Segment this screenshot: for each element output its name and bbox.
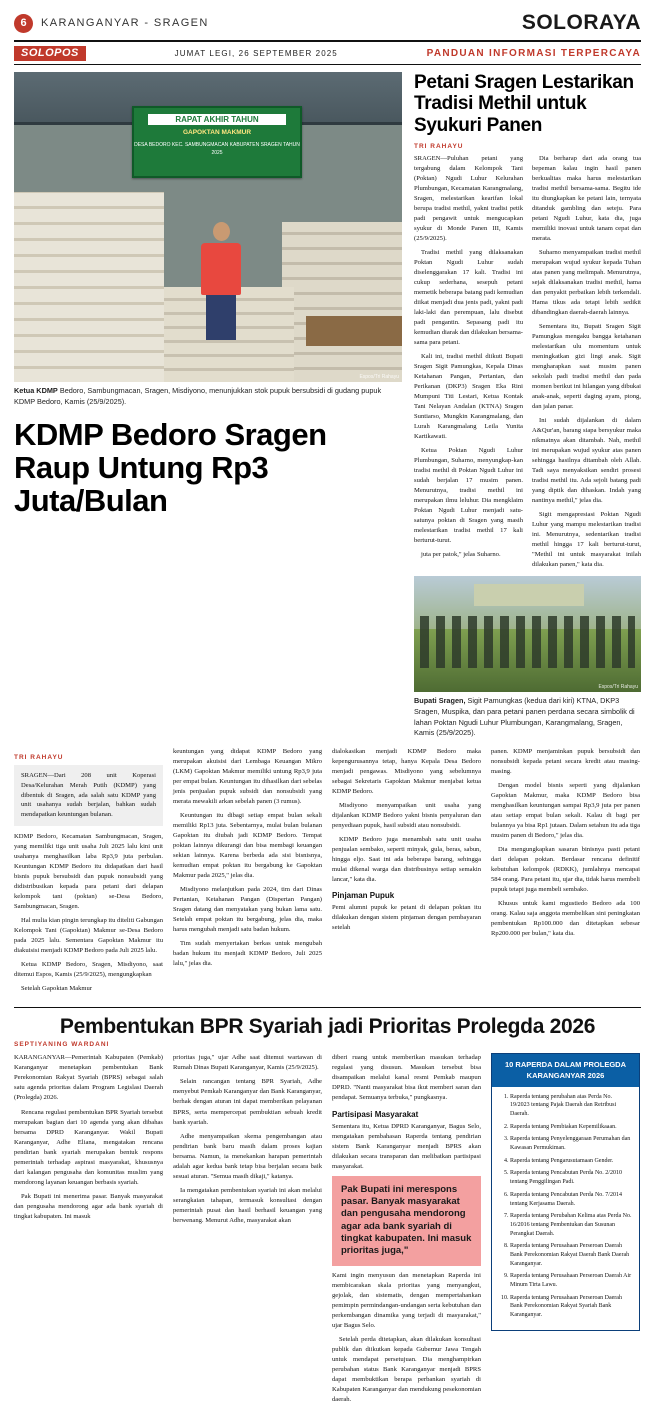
list-item: 2. Raperda tentang Pembiakan Kepemilikaaan. xyxy=(510,1123,633,1132)
main-story-byline: TRI RAHAYU xyxy=(14,753,64,761)
list-item: 3. Raperda tentang Penyelenggaraan Perumahan dan Kawasan Permukiman. xyxy=(510,1135,633,1152)
banner-line-3: DESA BEDORO KEC. SAMBUNGMACAN KABUPATEN SRAGEN TAHUN 2025 xyxy=(134,142,300,156)
paragraph: Pak Bupati ini menerima pasar. Banyak masyarakat dan pengusaha mendorong agar ada bank syariah di tingkat kabupaten. Ini masuk xyxy=(14,1192,163,1220)
paragraph: Kami ingin menyusun dan menetapkan Raperda ini membicarakan skala prioritas yang menyangkut, gejolak, dan sistematis, dengan mempertahankan pemimpin permindangan-undangan serta kebutuhan dan perkembangan dinamika yang terjadi di masyarakat," ujar Bagus Selo. xyxy=(332,1271,481,1329)
subheading: Partisipasi Masyarakat xyxy=(332,1109,419,1119)
secondary-photo xyxy=(414,576,641,692)
info-bar xyxy=(14,42,641,64)
paragraph: juta per patok," jelas Suharno. xyxy=(421,551,501,559)
paragraph: KARANGANYAR—Pemerintah Kabupaten (Pemkab) Karanganyar menetapkan pembentukan Bank Perekonomian Rakyat Syariah (BPRS) sebagai salah satu agenda prioritas dalam Program Legislasi Daerah (Prolegda) 2026. xyxy=(14,1054,163,1102)
top-section xyxy=(14,72,641,739)
paragraph: Khusus untuk kami mgustiedo Bedoro ada 100 orang. Kalau saja anggota membelikan sini peningkatan pembentukan Rp100.000 dan ditetapkan sebesar Rp200.000 per bulan," kata dia. xyxy=(491,899,640,937)
paragraph: Sementara itu, Bupati Sragen Sigit Pamungkas mengaku bangga ketahanan melestarikan ulu momentum untuk meningkatkan gizi lingi anak. Sigit mengharapkan saat musim panen sekolah padi tradisi methil dan pada momen berikut ini hilangan yang dibukai anak-anak, seperti daging ayam, ptong, dan jalan panar. xyxy=(532,323,641,411)
info-bar-rule xyxy=(14,64,641,65)
bottom-column-2 xyxy=(173,1053,322,1408)
paragraph: Dia mengungkapkan sasaran binisnya pasti petani dari delapan poktan. Berdasar rencana definitif kebutuhan kelompok (RDKK), jumlahnya mencapai 584 orang. Para petani itu, ujar dia, tidak harus membeli pupuk tetapi juga membeli sembako. xyxy=(491,845,640,893)
paragraph: SRAGEN—Puluhan petani yang tergabung dalam Kelompok Tani (Poktan) Ngudi Luhur Kelurahan Plumbungan, Kecamatan Karangmalang, Sragen, melestarikan kearifan lokal berupa tradisi methil, yakni tradisi petik padi pengawit untuk mengucapkan syukur di Monde Panen III, Kamis (25/9/2025). xyxy=(414,154,523,242)
list-item: 7. Raperda tentang Perubahan Kelima atas Perda No. 16/2016 tentang Pembentukan dan Susunan Perangkat Daerah. xyxy=(510,1212,633,1238)
bottom-column-4 xyxy=(491,1053,640,1408)
list-item: 10. Raperda tentang Perusahaan Perseroan Daerah Bank Perekonomian Rakyat Syariah Bank Karanganyar. xyxy=(510,1294,633,1320)
caption-lead: Bupati Sragen, xyxy=(414,696,466,706)
main-story-lead xyxy=(14,765,163,826)
secondary-story-body xyxy=(414,154,641,571)
paragraph: Ini sudah dijalankan di dalam A&Qur'an, barang siapa bersyukur maka nikmatnya akan ditambah. Nah, methil ini merupakan wujud syukur atas panen sehingga hasilnya ditambah oleh Allah. Tadi saya menyaksikan sendiri prosesi tradisi methil itu. Ada sejoli batang padi yang diptik dan dihaskan. Indah yang nantinya methil," jelas dia. xyxy=(532,417,641,505)
lead-photo-column xyxy=(14,72,402,739)
banner-line-1: RAPAT AKHIR TAHUN xyxy=(148,114,286,125)
paragraph: Selain rancangan tentang BPR Syariah, Adhe menyebut Pemkab Karanganyar dan Bank Karanganyar, berhak dengan aturan ini dapat memberikan pelayanan BPRS, serta mempercepat pembuktian sebuah kredit bank syariah. xyxy=(173,1078,322,1126)
paragraph: Pemi alumni pupuk ke petani di delapan poktan itu dilakukan dengan sistem pinjaman dengan pembayaran setelah xyxy=(332,903,481,931)
paragraph: Ketua Poktan Ngudi Luhur Plumbungan, Suharno, menyungkap-kan tradisi methil di Poktan Ngudi Luhur ini sudah berjalan 17 musim panen. Menurutnya, tradisi methil ini merupakan ilmu leluhur. Dia mengklaim Poktan Ngudi Luhur menjadi satu-satunya poktan di Sragen yang masih melestarikan tradisi methil 17 kali berturut-turut. xyxy=(414,447,523,545)
caption-text: Bedoro, Sambungmacan, Sragen, Misdiyono, menunjukkan stok pupuk bersubsidi di gudang pupuk KDMP Bedoro, Kamis (25/9/2025). xyxy=(14,386,382,406)
paragraph: diberi ruang untuk memberikan masukan terhadap regulasi yang disusun. Masukan tersebut bisa disampaikan melalui kanal resmi Pemkab maupun DPRD. "Nanti masyarakat bisa ikut memberi saran dan pendapat. Semuanya terbuka," pungkasnya. xyxy=(332,1054,481,1102)
paragraph: Tim sudah menyertakan berkas untuk mengubah badan hukum itu menjadi KDMP Bedoro, Juli 2025 lalu," jelas dia. xyxy=(173,940,322,968)
list-item: 5. Raperda tentang Pencabutan Perda No. 2/2010 tentang Penggilingan Padi. xyxy=(510,1169,633,1186)
main-column-2 xyxy=(173,747,322,999)
publication-date: JUMAT LEGI, 26 SEPTEMBER 2025 xyxy=(174,49,338,58)
paragraph: Setelah Gapoktan Makmur xyxy=(21,985,93,993)
list-item: 8. Raperda tentang Perusahaan Perseroan Daerah Bank Perekonomian Rakyat Daerah Bank Daerah Karanganyar. xyxy=(510,1242,633,1268)
secondary-photo-caption xyxy=(414,696,641,738)
main-column-4 xyxy=(491,747,640,999)
paragraph: Keuntungan itu dibagi setiap empat bulan sekali memiliki Rp13 juta. Sebentarnya, mulai bulan bulanan Gapoktan itu diubah jadi KDMP Bedoro. Tempat poktan lainnya dikurangi dan bisa membagi keuangan sekian lainnya. Karena berbeda ada sisi bisnisnya, kemudian empat poktan itu bergabung ke Gapoktan Makmur pada 2025," jelas dia. xyxy=(173,811,322,879)
lead-photo xyxy=(14,72,402,382)
list-item: 6. Raperda tentang Pencabutan Perda No. 7/2014 tentang Kerjasama Daerah. xyxy=(510,1191,633,1208)
paragraph: Suharno menyampaikan tradisi methil merupakan wujud syukur kepada Tuhan atas panen yang melimpah. Menurutnya, sejak dilaksanakan tradisi methil, hama dan penyakit perbaikan lebih terkendali. Hama tikus ada tetapi lebih sedikit dibandingkan daerah-daerah lainnya. xyxy=(532,248,641,317)
raperda-infobox xyxy=(491,1053,640,1330)
solopos-logo: SOLOPOS xyxy=(14,46,86,61)
paragraph: Ia mengatakan pembentukan syariah ini akan melalui serangkaian tahapan, termasuk konsultasi dengan pemerintah pusat dan hasil berhasil keuangan yang berwenang. Menurut Adhe, masyarakat akan xyxy=(173,1186,322,1224)
paragraph: Tradisi methil yang dilaksanakan Poktan Ngudi Luhur sudah diselenggarakan 17 kali. Tradisi ini cukup sederhana, sesepuh petani memetik beberapa batang padi kemudian diikat menjadi dua jenis padi, yakni padi laki-laki dan perempuan, lalu disebut padi pengantin. Sepasang padi itu kemudian diarak dan dilakukan bersama-sama para petani. xyxy=(414,248,523,347)
paragraph: Sementara itu, Ketua DPRD Karanganyar, Bagus Selo, mengatakan pembahasan Raperda tentang pendirian sistem Bank Karanganyar menjadi BPRS akan dilakukan secara transparan dan melibatkan partisipasi masyarakat. xyxy=(332,1122,481,1170)
paragraph: Rencana regulasi pembentukan BPR Syariah tersebut merupakan bagian dari 10 agenda yang akan dibahas bersama DPRD Karanganyar. Wakil Bupati Karanganyar, Adhe Eliana, mengatakan rencana pendirian bank syariah merupakan bentuk respons pemerintah terhadap aspirasi masyarakat, khususnya dari kalangan pengusaha dan komunitas muslim yang mendorong layanan keuangan berbasis syariah. xyxy=(14,1108,163,1186)
paragraph: dialokasikan menjadi KDMP Bedoro maka kepengurusannya tetap, hanya Kepala Desa Bedoro menjadi pengawas. Misdiyono yang sebelumnya sebagai Sekretaris Gapoktan Makmur menjabat ketua KDMP Bedoro. xyxy=(332,747,481,795)
secondary-photo-credit: Espos/Tri Rahayu xyxy=(598,684,638,691)
main-column-3 xyxy=(332,747,481,999)
photo-person xyxy=(196,222,246,340)
caption-lead: Ketua KDMP xyxy=(14,386,58,395)
main-story-body xyxy=(14,747,641,999)
secondary-story-byline: TRI RAHAYU xyxy=(414,142,464,150)
paragraph: Misdiyono melanjutkan pada 2024, tim dari Dinas Pertanian, Ketahanan Pangan (Dispertan Pangan) Sragen datang dan menyatakan yang bukan lama satu. Setelah empat poktan itu bergabung, jelas dia, maka harus mengubah menjadi satu badan hukum. xyxy=(173,885,322,933)
secondary-story-title: Petani Sragen Lestarikan Tradisi Methil untuk Syukuri Panen xyxy=(414,72,634,136)
paragraph: KDMP Bedoro, Kecamatan Sambungmacan, Sragen, yang memiliki tiga unit usaha Juli 2025 lalu kini unit usahanya menghasilkan laba Rp3,9 juta perbulan. Keuntungan KDMP Bedoro itu didapatkan dari hasil bisnis pupuk bersubsidi dan pupuk nonsubsidi yang didistribusikan kepada para petani dari delapan kelompok tani (poktan) se-Desa Bedoro, Sambungmacan, Sragen. xyxy=(14,833,163,911)
bottom-story-byline: SEPTIYANING WARDANI xyxy=(14,1041,110,1049)
paragraph: Hal mulia kian pingin terungkap itu diteliti Gabungan Kelompok Tani (Gapoktan) Makmur se-Desa Bedoro pada 2025 lalu. Sementara Gapoktan Makmur itu diakuisisi menjadi KDMP Bedoro pada Juli 2025 lalu. xyxy=(14,917,163,955)
page-number-badge: 6 xyxy=(14,14,33,33)
lead-text: SRAGEN—Dari 208 unit Koperasi Desa/Kelurahan Merah Putih (KDMP) yang dibentuk di Sragen, ada salah satu KDMP yang unit usahanya sudah berjalan, bahkan sudah mendapatkan keuntungan bulanan. xyxy=(21,771,156,819)
paragraph: Sigit mengapresiasi Poktan Ngudi Luhur yang mampu melestarikan tradisi ini. Menurutnya, sedentarikan tradisi methil hingga 17 kali berturut-turut, "Methil ini untuk masyarakat inilah dilakukan panen," kata dia. xyxy=(532,511,641,569)
masthead xyxy=(14,10,641,36)
tagline: PANDUAN INFORMASI TERPERCAYA xyxy=(426,48,641,59)
bottom-story xyxy=(14,1007,641,1408)
pull-quote: Pak Bupati ini merespons pasar. Banyak masyarakat dan pengusaha mendorong agar ada bank syariah di tingkat kabupaten. Ini masuk prioritas juga," xyxy=(332,1176,481,1266)
list-item: 1. Raperda tentang perubahan atas Perda No. 19/2023 tentang Pajak Daerah dan Retribusi Daerah. xyxy=(510,1093,633,1119)
bottom-story-title: Pembentukan BPR Syariah jadi Prioritas Prolegda 2026 xyxy=(59,1015,596,1039)
bottom-column-3 xyxy=(332,1053,481,1408)
list-item: 9. Raperda tentang Perusahaan Perseroan Daerah Air Minum Tirta Lawu. xyxy=(510,1272,633,1289)
main-column-1 xyxy=(14,747,163,999)
page-headline: KDMP Bedoro Sragen Raup Untung Rp3 Juta/Bulan xyxy=(14,417,327,518)
infobox-list xyxy=(492,1087,639,1330)
paragraph: Dengan model bisnis seperti yang dijalankan Gapoktan Makmur, maka KDMP Bedoro bisa menghasilkan keuntungan sampai Rp3,9 juta per panen atau setiap empat bulan sekali. Kalau di bagi per bulannya ya bisa Rp1 jutaan. Dalam setahun itu ada tiga musim panen di Bedoro," jelas dia. xyxy=(491,781,640,839)
paragraph: Kali ini, tradisi methil diikuti Bupati Sragen Sigit Pamungkas, Kepala Dinas Ketahanan Pangan, Pertanian, dan Perikanan (DKP3) Sragen Eka Rini Mumpuni Titi Lestari, Ketua Kontak Tani Nelayan Andalan (KTNA) Sragen Suntiarso, Mungkin Karangmalang, dan Lurah Karangmalang Leila Yunita Kartikawati. xyxy=(414,353,523,441)
paragraph: keuntungan yang didapat KDMP Bedoro yang merupakan akuisisi dari Lembaga Keuangan Mikro (LKM) Gapoktan Makmur memiliki untung Rp3,9 juta per empat bulan. Keuntungan itu dihasilkan dari sebelas jenis penjualan pupuk subsidi dan nonsubsidi yang merata mewakili arkan sebelah panen (3 rumus). xyxy=(173,747,322,805)
paragraph: KDMP Bedoro juga menambah satu unit usaha penjualan sembako, seperti minyak, gula, beras, sabun, hingga eljo. Saat ini ada beberapa barang, sehingga mulai dikenal warga dan distribusinya setiap semakin lancar," kata dia. xyxy=(332,835,481,883)
paragraph: Ketua KDMP Bedoro, Sragen, Misdiyono, saat ditemui Espos, Kamis (25/9/2025), mengungkapkan xyxy=(14,961,163,979)
paragraph: Adhe menyampaikan skema pengembangan atau pendirian bank baru masih dalam proses kajian bersama. Namun, ia menekankan harapan pemerintah adalah agar kedua bank tetap bisa berjalan secara baik sesuai aturan. "Semua masih dikaji," katanya. xyxy=(173,1132,322,1180)
paragraph: Setelah perda ditetapkan, akan dilakukan konsultasi publik dan diikutkan kepada Gubernur Jawa Tengah untuk mendapat persetujuan. Dia menghampirkan perubahan status Bank Karanganyar menjadi BPRS dapat membuktikan berapa perbankan syariah di Kabupaten Karanganyar dan mendukung pesekonomian daerah. xyxy=(332,1335,481,1403)
paragraph: Dia berharap dari ada orang tua bepeman kalau ingin hasil panen berkualitas maka harus melestarikan tradisi methil bersama-sama. Begitu ide itu diungkapkan ke petani lain, ternyata ditanduk gambling dan seteju. Para petani Ngudi Luhur, kata dia, juga memiliki inovasi untuk tanam cepat dan merata. xyxy=(532,154,641,242)
caption-text: Sigit Pamungkas (kedua dari kiri) KTNA, DKP3 Sragen, Muspika, dan para petani panen perdana secara simbolik di lahan Poktan Ngudi Luhur Plumbungan, Karangmalang, Sragen, Kamis (25/9/2025). xyxy=(414,696,635,738)
list-item: 4. Raperda tentang Pengarusutamaan Gender. xyxy=(510,1157,633,1166)
paragraph: Misdiyono menyampaikan unit usaha yang dijalankan KDMP Bedoro yakni bisnis penyaluran dan penyediaan pupuk, hasil subsidi atau nonsubsidi. xyxy=(332,801,481,829)
paragraph: panen. KDMP menjaminkan pupuk bersubsidi dan nonsubsidi kepada petani secara kredit atau masing-masing. xyxy=(491,747,640,775)
secondary-story-column xyxy=(414,72,641,739)
masthead-left xyxy=(14,14,209,33)
photo-banner xyxy=(132,106,302,178)
bottom-column-1 xyxy=(14,1053,163,1408)
photo-credit: Espos/Tri Rahayu xyxy=(359,374,399,380)
bottom-story-columns xyxy=(14,1053,641,1408)
subheading: Pinjaman Pupuk xyxy=(332,890,395,900)
section-label: KARANGANYAR - SRAGEN xyxy=(41,17,209,29)
lead-photo-caption xyxy=(14,386,402,407)
brand-title: SOLORAYA xyxy=(521,11,641,34)
paragraph: prioritas juga," ujar Adhe saat ditemui wartawan di Rumah Dinas Bupati Karanganyar, Kamis (25/9/2025). xyxy=(173,1054,322,1072)
banner-line-2: GAPOKTAN MAKMUR xyxy=(182,129,252,136)
infobox-title: 10 RAPERDA DALAM PROLEGDA KARANGANYAR 2026 xyxy=(492,1054,639,1086)
